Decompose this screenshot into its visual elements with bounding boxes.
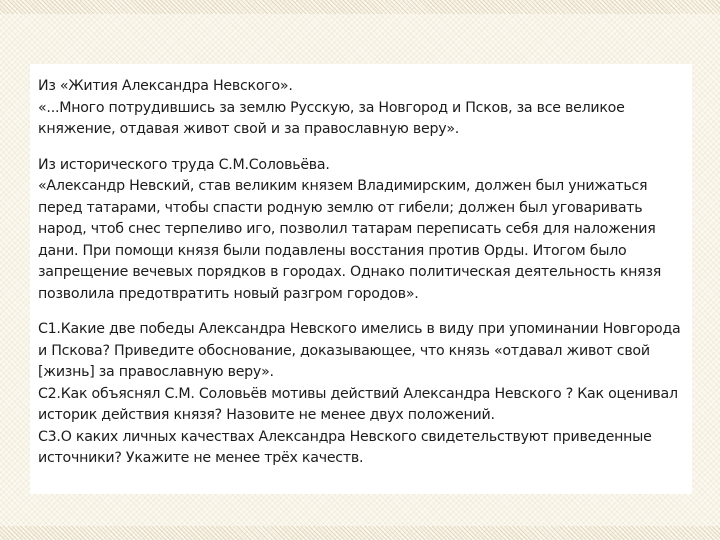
document-card (30, 64, 692, 494)
decorative-top-border (0, 0, 720, 14)
decorative-bottom-border (0, 526, 720, 540)
question-c2: С2.Как объяснял С.М. Соловьёв мотивы действий Александра Невского ? Как оценивал историк действия князя? Назовите не менее двух положений. (38, 385, 678, 423)
question-c3: С3.О каких личных качествах Александра Невского свидетельствуют приведенные источники? Укажите не менее трёх качеств. (38, 428, 652, 466)
question-c1: С1.Какие две победы Александра Невского имелись в виду при упоминании Новгорода и Пскова? Приведите обоснование, доказывающее, что князь «отдавал живот свой [жизнь] за православную веру». (38, 321, 681, 380)
section-gap (38, 305, 686, 319)
life-of-nevsky-section (38, 76, 686, 141)
soloviev-quote: «Александр Невский, став великим князем Владимирским, должен был унижаться перед татарами, чтобы спасти родную землю от гибели; должен был уговаривать народ, чтоб снес терпеливо иго, позволил татарам переписать себя для наложения дани. При помощи князя были подавлены восстания против Орды. Итогом было запрещение вечевых порядков в городах. Однако политическая деятельность князя позволила предотвратить новый разгром городов». (38, 178, 662, 302)
soloviev-heading: Из исторического труда С.М.Соловьёва. (38, 156, 330, 173)
section-gap (38, 141, 686, 155)
life-heading: Из «Жития Александра Невского». (38, 78, 293, 94)
soloviev-section (38, 155, 686, 306)
questions-section (38, 319, 686, 470)
life-quote: «...Много потрудившись за землю Русскую, за Новгород и Псков, за все великое княжение, отдавая живот свой и за православную веру». (38, 99, 625, 137)
